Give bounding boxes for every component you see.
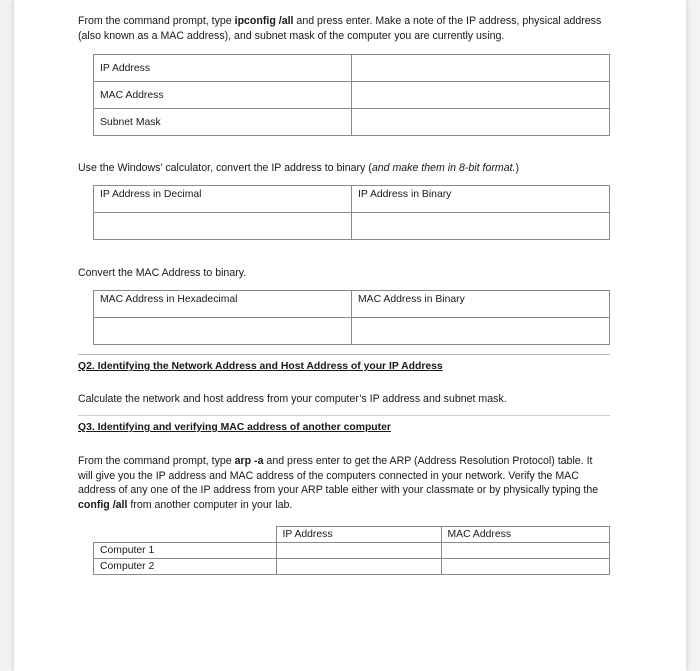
empty-header-cell	[94, 527, 277, 543]
section-divider	[78, 415, 610, 416]
network-info-table	[93, 54, 610, 136]
arp-command: arp -a	[234, 455, 264, 467]
row-label: Computer 2	[94, 559, 277, 575]
ip-decimal-value-cell[interactable]	[94, 213, 352, 240]
section-divider	[78, 354, 610, 355]
q3-heading: Q3. Identifying and verifying MAC address of another computer	[78, 422, 391, 433]
computer1-mac-cell[interactable]	[441, 543, 610, 559]
table-cell-label: MAC Address	[94, 82, 352, 109]
mac-instruction: Convert the MAC Address to binary.	[78, 267, 247, 279]
q3-paragraph: From the command prompt, type arp -a and press enter to get the ARP (Address Resolution Protocol) table. It will give you the IP address and MAC address of the computers connected in your network. Verify the MAC address of any one of the IP address from your ARP table either with your classmate or by physically typing the config /all from another computer in your lab.	[78, 455, 599, 511]
ipconfig-command: ipconfig /all	[234, 15, 294, 27]
mac-address-value-cell[interactable]	[352, 82, 610, 109]
calculator-instruction: Use the Windows’ calculator, convert the IP address to binary (and make them in 8-bit format.)	[78, 162, 520, 174]
mac-binary-table	[93, 290, 610, 345]
computer1-ip-cell[interactable]	[276, 543, 441, 559]
computer2-ip-cell[interactable]	[276, 559, 441, 575]
subnet-mask-value-cell[interactable]	[352, 109, 610, 136]
mac-hex-value-cell[interactable]	[94, 318, 352, 345]
column-header: MAC Address in Binary	[352, 291, 610, 318]
mac-binary-value-cell[interactable]	[352, 318, 610, 345]
column-header: MAC Address	[441, 527, 610, 543]
column-header: IP Address	[276, 527, 441, 543]
q2-text: Calculate the network and host address from your computer’s IP address and subnet mask.	[78, 393, 507, 405]
arp-verification-table	[93, 526, 610, 575]
computer2-mac-cell[interactable]	[441, 559, 610, 575]
config-command: config /all	[78, 498, 128, 511]
ip-address-value-cell[interactable]	[352, 55, 610, 82]
column-header: IP Address in Binary	[352, 186, 610, 213]
table-cell-label: Subnet Mask	[94, 109, 352, 136]
ip-binary-table	[93, 185, 610, 240]
column-header: MAC Address in Hexadecimal	[94, 291, 352, 318]
table-cell-label: IP Address	[94, 55, 352, 82]
row-label: Computer 1	[94, 543, 277, 559]
q2-heading: Q2. Identifying the Network Address and Host Address of your IP Address	[78, 361, 443, 372]
intro-paragraph: From the command prompt, type ipconfig /all and press enter. Make a note of the IP address, physical address (also known as a MAC address), and subnet mask of the computer you are currently using.	[78, 15, 602, 42]
ip-binary-value-cell[interactable]	[352, 213, 610, 240]
column-header: IP Address in Decimal	[94, 186, 352, 213]
